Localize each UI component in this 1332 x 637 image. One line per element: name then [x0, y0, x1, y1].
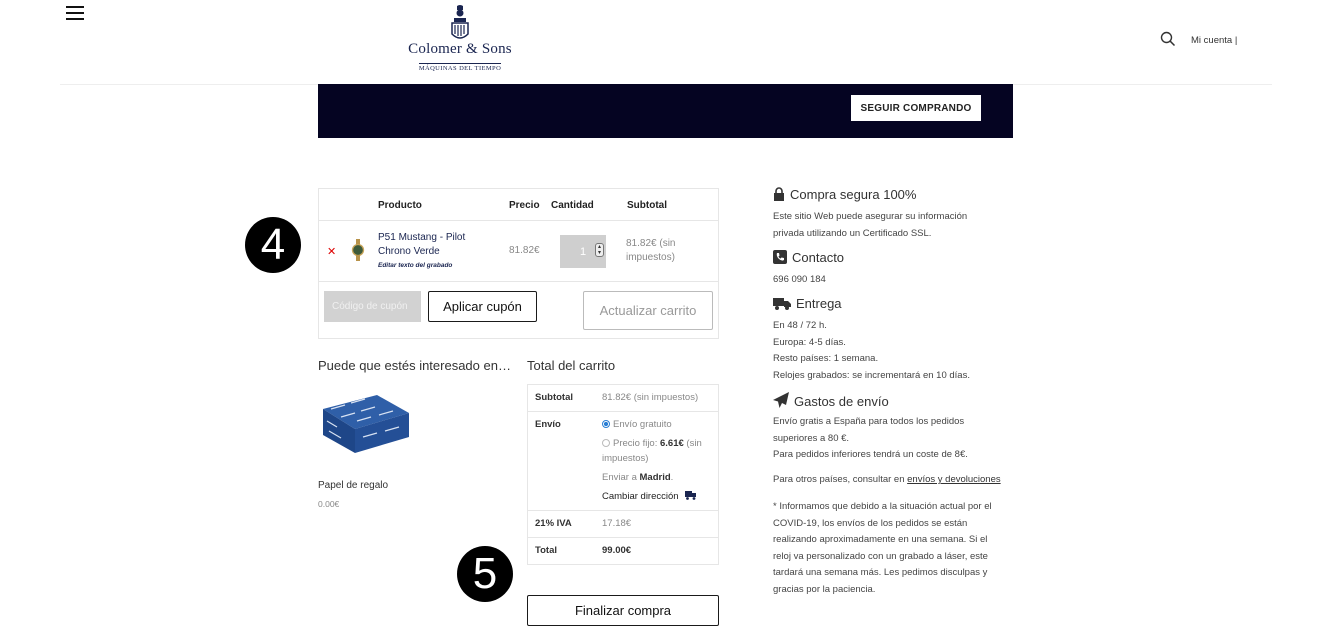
my-account-link[interactable]: Mi cuenta |	[1191, 35, 1238, 46]
logo-crest-icon	[449, 4, 471, 42]
menu-hamburger-icon[interactable]	[66, 6, 84, 20]
radio-free-shipping[interactable]	[602, 420, 610, 428]
gift-wrap-image[interactable]	[319, 391, 411, 455]
coupon-code-input[interactable]	[324, 291, 421, 322]
product-thumbnail[interactable]	[351, 239, 365, 261]
table-divider	[528, 411, 718, 412]
cross-sells-title: Puede que estés interesado en…	[318, 358, 511, 373]
vat-label: 21% IVA	[535, 518, 572, 529]
contact-heading: Contacto	[773, 250, 844, 265]
shipping-returns-link[interactable]: envíos y devoluciones	[907, 474, 1001, 485]
gift-product-name[interactable]: Papel de regalo	[318, 480, 389, 491]
paper-plane-icon	[773, 392, 789, 408]
logo-title: Colomer & Sons	[408, 41, 512, 57]
apply-coupon-button[interactable]: Aplicar cupón	[428, 291, 537, 322]
other-countries-text: Para otros países, consultar en envíos y devoluciones	[773, 474, 1001, 485]
checkout-button[interactable]: Finalizar compra	[527, 595, 719, 626]
step-badge-5: 5	[457, 546, 513, 602]
step-badge-4: 4	[245, 217, 301, 273]
radio-fixed-shipping[interactable]	[602, 439, 610, 447]
shipping-label: Envío	[535, 419, 561, 430]
product-subtotal: 81.82€ (sin impuestos)	[626, 238, 676, 263]
table-divider	[528, 510, 718, 511]
ship-to-text: Enviar a Madrid.	[602, 472, 674, 483]
edit-engraving-link[interactable]: Editar texto del grabado	[378, 262, 453, 269]
column-header-product: Producto	[378, 200, 422, 211]
delivery-truck-icon	[773, 297, 791, 310]
column-header-subtotal: Subtotal	[627, 200, 667, 211]
subtotal-label: Subtotal	[535, 392, 573, 403]
quantity-spinner-icon[interactable]: ▴ ▾	[595, 243, 604, 257]
contact-phone[interactable]: 696 090 184	[773, 274, 826, 285]
column-header-quantity: Cantidad	[551, 200, 594, 211]
lock-icon	[773, 187, 785, 201]
vat-value: 17.18€	[602, 518, 632, 529]
change-address-link[interactable]: Cambiar dirección	[602, 489, 697, 504]
secure-purchase-text: Este sitio Web puede asegurar su información privada utilizando un Certificado SSL.	[773, 211, 968, 239]
total-value: 99.00€	[602, 545, 632, 556]
delivery-heading: Entrega	[773, 296, 842, 311]
delivery-text: En 48 / 72 h. Europa: 4-5 días. Resto países: 1 semana. Relojes grabados: se incrementará en 10 días.	[773, 320, 970, 381]
covid-notice: * Informamos que debido a la situación actual por el COVID-19, los envíos de los pedidos se están realizando aproximadamente en una semana. Si el reloj va personalizado con un grabado a láser, este tardará una semana más. Les pedimos disculpas y gracias por la paciencia.	[773, 501, 992, 595]
shipping-costs-text: Envío gratis a España para todos los pedidos superiores a 80 €. Para pedidos inferiores tendrá un coste de 8€.	[773, 416, 968, 460]
table-divider	[319, 220, 718, 221]
shipping-option-free[interactable]: Envío gratuito	[602, 417, 672, 432]
logo-subtitle: MÁQUINAS DEL TIEMPO	[418, 65, 502, 72]
shipping-option-fixed[interactable]: Precio fijo: 6.61€ (sin impuestos)	[602, 438, 702, 464]
search-icon[interactable]	[1160, 31, 1176, 47]
table-divider	[319, 281, 718, 282]
total-label: Total	[535, 545, 557, 556]
continue-shopping-button[interactable]: SEGUIR COMPRANDO	[851, 95, 981, 121]
update-cart-button[interactable]: Actualizar carrito	[583, 291, 713, 330]
truck-icon	[685, 491, 697, 500]
product-price: 81.82€	[509, 245, 540, 256]
phone-icon	[773, 250, 787, 264]
subtotal-value: 81.82€ (sin impuestos)	[602, 392, 699, 403]
cart-totals-title: Total del carrito	[527, 358, 616, 373]
table-divider	[528, 537, 718, 538]
secure-purchase-heading: Compra segura 100%	[773, 187, 916, 202]
column-header-price: Precio	[509, 200, 540, 211]
gift-product-price: 0.00€	[318, 499, 340, 509]
product-name-link[interactable]: P51 Mustang - Pilot Chrono Verde	[378, 232, 466, 257]
remove-item-icon[interactable]: ✕	[327, 246, 337, 258]
shipping-costs-heading: Gastos de envío	[773, 392, 889, 409]
site-logo[interactable]	[400, 4, 520, 72]
